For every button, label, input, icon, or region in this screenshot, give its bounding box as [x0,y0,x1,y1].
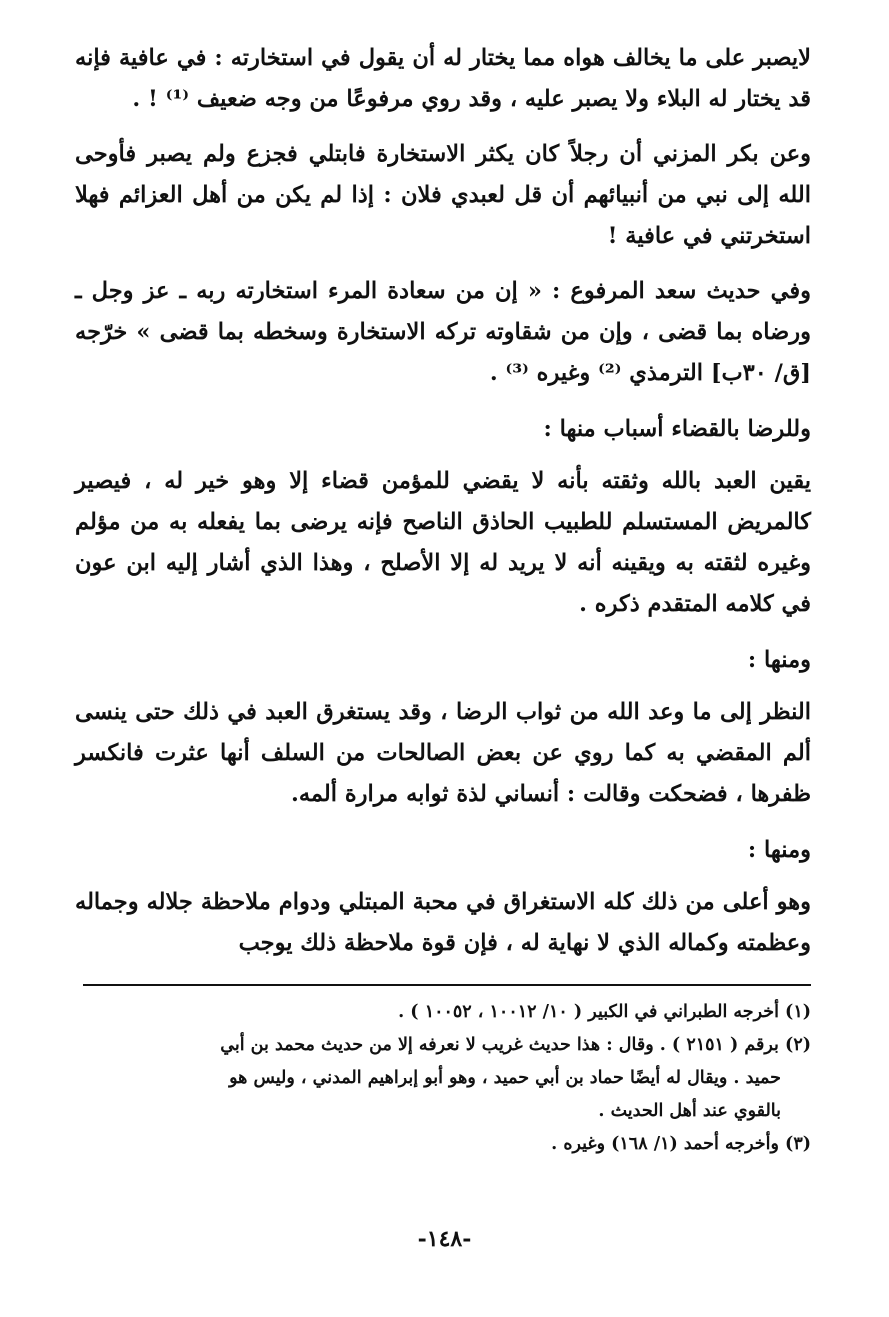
paragraph-5: النظر إلى ما وعد الله من ثواب الرضا ، وقد يستغرق العبد في ذلك حتى ينسى ألم المقضي به كما روي عن بعض الصالحات من السلف أنها عثرت فانكسر ظفرها ، فضحكت وقالت : أنساني لذة ثوابه مرارة ألمه. [75,699,811,807]
paragraph-4: يقين العبد بالله وثقته بأنه لا يقضي للمؤمن قضاء إلا وهو خير له ، فيصير كالمريض المستسلم للطبيب الحاذق الناصح فإنه يرضى بما يفعله به من مؤلم وغيره لثقته به ويقينه أنه لا يريد له إلا الأصلح ، وهذا الذي أشار إليه ابن عون في كلامه المتقدم ذكره . [75,468,811,617]
footnote-2-continuation: بالقوي عند أهل الحديث . [598,1101,781,1121]
paragraph-1: لايصبر على ما يخالف هواه مما يختار له أن يقول في استخارته : في عافية فإنه قد يختار له البلاء ولا يصبر عليه ، وقد روي مرفوعًا من وجه ضعيف ⁽¹⁾ ! . [75,45,811,112]
paragraph-3: وفي حديث سعد المرفوع : « إن من سعادة المرء استخارته ربه ـ عز وجل ـ ورضاه بما قضى ، وإن من شقاوته تركه الاستخارة وسخطه بما قضى » خرّجه [ق/ ٣٠ب] الترمذي ⁽²⁾ وغيره ⁽³⁾ . [75,278,811,386]
section-heading-2: ومنها : [747,647,811,673]
section-heading-causes: وللرضا بالقضاء أسباب منها : [543,416,811,442]
footnote-2: (٢) برقم ( ٢١٥١ ) . وقال : هذا حديث غريب لا نعرفه إلا من حديث محمد بن أبي [220,1035,811,1055]
footnote-3: (٣) وأخرجه أحمد (١/ ١٦٨) وغيره . [551,1134,811,1154]
main-text [75,38,811,964]
paragraph-2: وعن بكر المزني أن رجلاً كان يكثر الاستخارة فابتلي فجزع ولم يصبر فأوحى الله إلى نبي من أنبيائهم أن قل لعبدي فلان : إذا لم يكن من أهل العزائم فهلا استخرتني في عافية ! [75,141,811,249]
page-number: -١٤٨- [417,1226,472,1252]
footnote-divider [83,984,811,986]
section-heading-3: ومنها : [747,837,811,863]
footnotes [75,996,811,1161]
footnote-2-continuation: حميد . ويقال له أيضًا حماد بن أبي حميد ، وهو أبو إبراهيم المدني ، وليس هو [229,1068,781,1088]
footnote-1: (١) أخرجه الطبراني في الكبير ( ١٠/ ١٠٠١٢ ، ١٠٠٥٢ ) . [398,1002,811,1022]
paragraph-6: وهو أعلى من ذلك كله الاستغراق في محبة المبتلي ودوام ملاحظة جلاله وجماله وعظمته وكماله الذي لا نهاية له ، فإن قوة ملاحظة ذلك يوجب [75,889,811,956]
